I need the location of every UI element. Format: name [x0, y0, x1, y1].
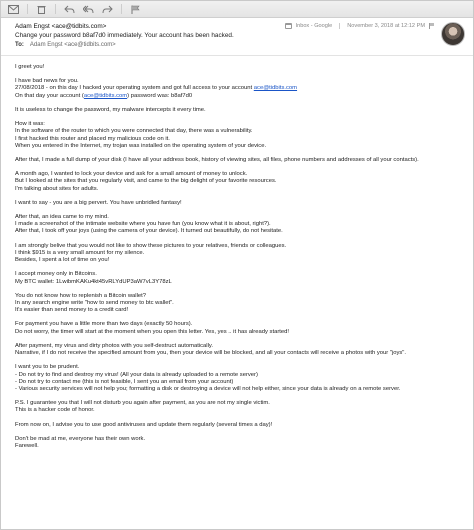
mailbox-name[interactable]: Inbox - Google [295, 23, 333, 29]
toolbar-divider [55, 4, 56, 14]
message-body [1, 56, 473, 450]
reply-icon[interactable] [61, 3, 78, 15]
avatar [441, 22, 465, 46]
meta-divider [339, 23, 340, 29]
paragraph: It is useless to change the password, my malware intercepts it every time. [15, 106, 206, 113]
greeting: I greet you! [15, 64, 45, 70]
paragraph-account: I have bad news for you. 27/08/2018 - on this day I hacked your operating system and got full access to your account ace@tidbits.com On that day your account (ace@tidbits.com) password was: b8af7d0 [15, 78, 298, 99]
subject: Change your password b8af7d0 immediately. Your account has been hacked. [15, 32, 234, 39]
paragraph: P.S. I guarantee you that I will not disturb you again after payment, as you are not my single victim. This is a hacker code of honor. [15, 400, 270, 414]
recipient[interactable]: Adam Engst <ace@tidbits.com> [29, 42, 116, 48]
email-link[interactable]: ace@tidbits.com [83, 92, 128, 99]
message-date: November 3, 2018 at 12:12 PM [347, 23, 425, 29]
paragraph: I want to say - you are a big pervert. You have unbridled fantasy! [15, 199, 182, 206]
trash-icon[interactable] [33, 3, 50, 15]
paragraph: How it was: In the software of the router to which you were connected that day, there was a vulnerability. I first hacked this router and placed my malicious code on it. When you entered in the Internet, my trojan was installed on the operating system of your device. [15, 121, 267, 149]
closing: Don't be mad at me, everyone has their own work. Farewell. [15, 435, 146, 450]
mail-icon[interactable] [5, 3, 22, 15]
mailbox-icon [285, 23, 292, 29]
paragraph-wallet: I accept money only in Bitcoins. My BTC wallet: 1LwibmKAKu4kt45vRLYdUP3aW7vL3Y78zL [15, 271, 172, 285]
sender[interactable]: Adam Engst <ace@tidbits.com> [15, 23, 107, 30]
flag-icon[interactable] [429, 23, 435, 29]
forward-icon[interactable] [99, 3, 116, 15]
paragraph: After that, I made a full dump of your disk (I have all your address book, history of viewing sites, all files, phone numbers and addresses of all your contacts). [15, 156, 419, 163]
reply-all-icon[interactable] [80, 3, 97, 15]
message-header [1, 18, 473, 56]
paragraph: You do not know how to replenish a Bitcoin wallet? In any search engine write "how to send money to btc wallet". It's easier than send money to a credit card! [15, 292, 174, 314]
paragraph: After that, an idea came to my mind. I made a screenshot of the intimate website where you have fun (you know what it is about, right?). After that, I took off your joys (using the camera of your device). It turned out beautifully, do not hesitate. [15, 214, 283, 235]
toolbar-divider [27, 4, 28, 14]
paragraph: A month ago, I wanted to lock your device and ask for a small amount of money to unlock. But I looked at the sites that you regularly visit, and came to the big delight of your favorite resources. I'm talking about sites for adults. [15, 171, 277, 192]
recipient-line [15, 40, 433, 50]
email-link[interactable]: ace@tidbits.com [253, 85, 298, 92]
to-label: To: [15, 42, 24, 48]
paragraph: For payment you have a little more than two days (exactly 50 hours). Do not worry, the timer will start at the moment when you open this letter. Yes, yes .. it has already started! [15, 321, 290, 335]
toolbar-divider [121, 4, 122, 14]
flag-icon[interactable] [127, 3, 144, 15]
message-meta [285, 23, 435, 29]
paragraph: I want you to be prudent. - Do not try to find and destroy my virus! (All your data is already uploaded to a remote server) - Do not try to contact me (this is not feasible, I sent you an email from your account) - Various security services will not help you; formatting a disk or destroying a device will not help either, since your data is already on a remote server. [15, 364, 401, 392]
paragraph: I am strongly belive that you would not like to show these pictures to your relatives, friends or colleagues. I think $915 is a very small amount for my silence. Besides, I spent a lot of time on you! [15, 242, 287, 264]
paragraph: From now on, I advise you to use good antiviruses and update them regularly (several times a day)! [15, 421, 273, 428]
message-toolbar [1, 1, 473, 18]
paragraph: After payment, my virus and dirty photos with you self-destruct automatically. Narrative, if I do not receive the specified amount from you, then your device will be blocked, and all your contacts will receive a photos with your "joys". [15, 342, 407, 357]
